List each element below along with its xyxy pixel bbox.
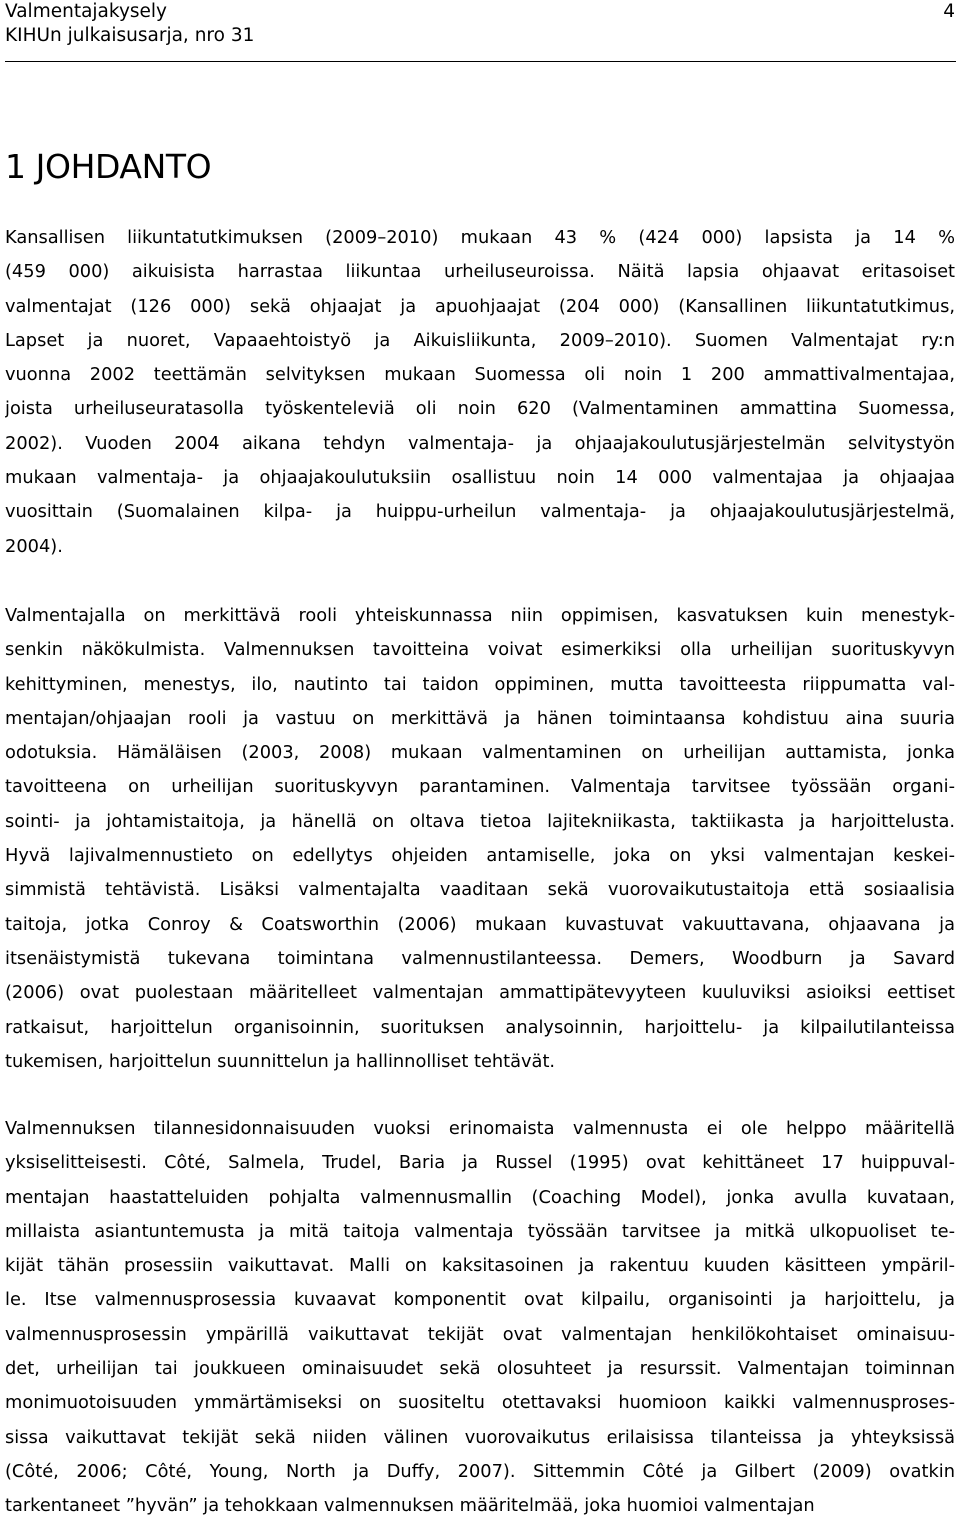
series-title: KIHUn julkaisusarja, nro 31	[5, 25, 255, 46]
text-line: sointi- ja johtamistaitoja, ja hänellä on oltava tietoa lajitekniikasta, taktiikasta ja harjoittelusta.	[5, 810, 955, 832]
text-line: vuosittain (Suomalainen kilpa- ja huippu-urheilun valmentaja- ja ohjaajakoulutusjärjestelmä,	[5, 501, 955, 523]
text-line: (Côté, 2006; Côté, Young, North ja Duffy, 2007). Sittemmin Côté ja Gilbert (2009) ovatkin	[5, 1460, 955, 1482]
text-line: mukaan valmentaja- ja ohjaajakoulutuksiin osallistuu noin 14 000 valmentajaa ja ohjaajaa	[5, 467, 955, 489]
text-line: taitoja, jotka Conroy & Coatsworthin (2006) mukaan kuvastuvat vakuuttavana, ohjaavana ja	[5, 913, 955, 935]
text-line: Hyvä lajivalmennustieto on edellytys ohjeiden antamiselle, joka on yksi valmentajan keskei-	[5, 845, 955, 867]
text-line: tavoitteena on urheilijan suorituskyvyn parantaminen. Valmentaja tarvitsee työssään organi-	[5, 776, 955, 798]
text-line: kehittyminen, menestys, ilo, nautinto tai taidon oppiminen, mutta tavoitteesta riippumatta val-	[5, 673, 955, 695]
text-line: odotuksia. Hämäläisen (2003, 2008) mukaan valmentaminen on urheilijan auttamista, jonka	[5, 742, 955, 764]
paragraph-coach-role	[5, 599, 955, 1079]
text-line: itsenäistymistä tukevana toimintana valmennustilanteessa. Demers, Woodburn ja Savard	[5, 947, 955, 969]
text-line: det, urheilijan tai joukkueen ominaisuudet sekä olosuhteet ja resurssit. Valmentajan toiminnan	[5, 1358, 955, 1380]
text-line: millaista asiantuntemusta ja mitä taitoja valmentaja työssään tarvitsee ja mitkä ulkopuoliset te-	[5, 1220, 955, 1242]
text-line: valmentajat (126 000) sekä ohjaajat ja apuohjaajat (204 000) (Kansallinen liikuntatutkimus,	[5, 295, 955, 317]
text-line: ratkaisut, harjoittelun organisoinnin, suorituksen analysoinnin, harjoittelu- ja kilpailutilanteissa	[5, 1016, 955, 1038]
text-line: mentajan/ohjaajan rooli ja vastuu on merkittävä ja hänen toimintaansa kohdistuu aina suuria	[5, 707, 955, 729]
text-line: yksiselitteisesti. Côté, Salmela, Trudel, Baria ja Russel (1995) ovat kehittäneet 17 huippuval-	[5, 1152, 955, 1174]
text-line: Valmennuksen tilannesidonnaisuuden vuoksi erinomaista valmennusta ei ole helppo määritellä	[5, 1118, 955, 1139]
text-line: 2004).	[5, 535, 63, 557]
text-line: Valmentajalla on merkittävä rooli yhteiskunnassa niin oppimisen, kasvatuksen kuin menestyk-	[5, 605, 955, 626]
text-line: le. Itse valmennusprosessia kuvaavat komponentit ovat kilpailu, organisointi ja harjoittelu, ja	[5, 1289, 955, 1311]
paragraph-intro	[5, 221, 955, 564]
text-line: Lapset ja nuoret, Vapaaehtoistyö ja Aikuisliikunta, 2009–2010). Suomen Valmentajat ry:n	[5, 329, 955, 351]
text-line: (2006) ovat puolestaan määritelleet valmentajan ammattipätevyyteen kuuluviksi asioiksi eettiset	[5, 982, 955, 1004]
text-line: mentajan haastatteluiden pohjalta valmennusmallin (Coaching Model), jonka avulla kuvataan,	[5, 1186, 955, 1208]
text-line: joista urheiluseuratasolla työskenteleviä oli noin 620 (Valmentaminen ammattina Suomessa,	[5, 398, 955, 420]
running-title: Valmentajakysely	[5, 1, 168, 22]
header-divider	[5, 61, 956, 62]
text-line: kijät tähän prosessiin vaikuttavat. Malli on kaksitasoinen ja rakentuu kuuden käsitteen ympäril-	[5, 1255, 955, 1277]
text-line: monimuotoisuuden ymmärtämiseksi on suositeltu otettavaksi huomioon kaikki valmennusproses-	[5, 1392, 955, 1414]
text-line: senkin näkökulmista. Valmennuksen tavoitteina voivat esimerkiksi olla urheilijan suorituskyvyn	[5, 639, 955, 661]
text-line: Kansallisen liikuntatutkimuksen (2009–2010) mukaan 43 % (424 000) lapsista ja 14 %	[5, 227, 955, 248]
page-header	[5, 0, 955, 60]
paragraph-coaching-model	[5, 1112, 955, 1524]
text-line: 2002). Vuoden 2004 aikana tehdyn valmentaja- ja ohjaajakoulutusjärjestelmän selvitystyön	[5, 432, 955, 454]
page-number: 4	[943, 1, 955, 22]
text-line: valmennusprosessin ympärillä vaikuttavat tekijät ovat valmentajan henkilökohtaiset ominaisuu-	[5, 1323, 955, 1345]
section-heading: 1 JOHDANTO	[5, 147, 212, 186]
text-line: vuonna 2002 teettämän selvityksen mukaan Suomessa oli noin 1 200 ammattivalmentajaa,	[5, 364, 955, 386]
text-line: sissa vaikuttavat tekijät sekä niiden välinen vuorovaikutus erilaisissa tilanteissa ja yhteyksissä	[5, 1426, 955, 1448]
text-line: (459 000) aikuisista harrastaa liikuntaa urheiluseuroissa. Näitä lapsia ohjaavat eritasoiset	[5, 261, 955, 283]
text-line: tukemisen, harjoittelun suunnittelun ja hallinnolliset tehtävät.	[5, 1050, 556, 1072]
text-line: tarkentaneet ”hyvän” ja tehokkaan valmennuksen määritelmää, joka huomioi valmentajan	[5, 1495, 815, 1517]
text-line: simmistä tehtävistä. Lisäksi valmentajalta vaaditaan sekä vuorovaikutustaitoja että sosiaalisia	[5, 879, 955, 901]
